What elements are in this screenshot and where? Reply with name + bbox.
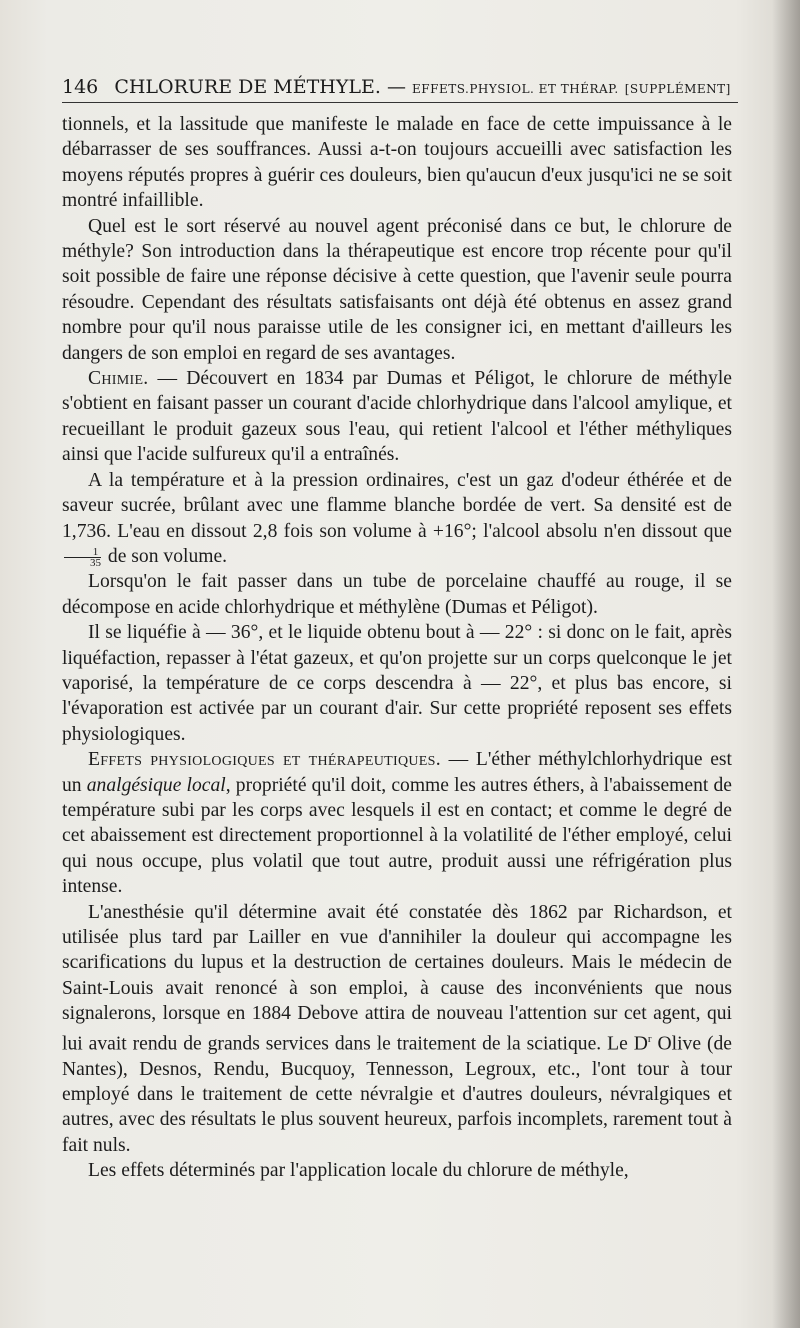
page-body xyxy=(62,112,732,1184)
paragraph-8-text-a: L'anesthésie qu'il détermine avait été constatée dès 1862 par Richardson, et utilisée plus tard par Lailler en vue d'annihiler la douleur qui accompagne les scarifications du lupus et la destruction de certaines douleurs. Mais le médecin de Saint-Louis avait renoncé à son emploi, à cause des inconvénients que nous signalerons, lorsque en 1884 Debove attira de nouveau l'attention sur cet agent, qui lui avait rendu de grands services dans le traitement de la sciatique. Le D xyxy=(62,901,732,1055)
page-number: 146 xyxy=(62,76,99,98)
paragraph-6: Il se liquéfie à — 36°, et le liquide obtenu bout à — 22° : si donc on le fait, après liquéfaction, repasser à l'état gazeux, et qu'on projette sur un corps quelconque le jet vaporisé, la température de ce corps descendra à — 22°, et plus bas encore, si l'évaporation est activée par un courant d'air. Sur cette propriété reposent ses effets physiologiques. xyxy=(62,622,732,745)
paragraph-4-text-b: de son volume. xyxy=(103,545,228,567)
fraction-denominator: 35 xyxy=(90,556,101,569)
section-lead-chimie: Chimie. xyxy=(88,368,149,390)
superscript-r: r xyxy=(647,1032,652,1045)
paragraph-effets-text-b: , propriété qu'il doit, comme les autres éthers, à l'abaissement de température subi par les corps avec lesquels il est en contact; et comme le degré de cet abaissement est directement proportionnel à la volatilité de l'éther employé, celui qui nous occupe, plus volatil que tout autre, produit aussi une réfrigération plus intense. xyxy=(62,774,732,898)
paragraph-1: tionnels, et la lassitude que manifeste le malade en face de cette impuissance à le débarrasser de ses souffrances. Aussi a-t-on toujours accueilli avec satisfaction les moyens réputés propres à guérir ces douleurs, bien qu'aucun d'eux jusqu'ici ne se soit montré infaillible. xyxy=(62,114,732,212)
paragraph-9: Les effets déterminés par l'application locale du chlorure de méthyle, xyxy=(88,1160,629,1182)
header-dash: — xyxy=(386,76,406,98)
running-header xyxy=(62,74,738,103)
paragraph-5: Lorsqu'on le fait passer dans un tube de porcelaine chauffé au rouge, il se décompose en acide chlorhydrique et méthylène (Dumas et Péligot). xyxy=(62,571,732,618)
paragraph-effets xyxy=(62,747,732,899)
paragraph-8 xyxy=(62,900,732,1159)
section-lead-effets: Effets physiologiques et thérapeutiques. xyxy=(88,749,441,771)
fraction xyxy=(64,547,101,568)
paragraph-chimie-text: — Découvert en 1834 par Dumas et Péligot, le chlorure de méthyle s'obtient en faisant passer un courant d'acide chlorhydrique dans l'alcool amylique, et recueillant le produit gazeux sous l'eau, qui retient l'alcool et l'éther méthyliques ainsi que l'acide sulfureux qu'il a entraînés. xyxy=(62,368,732,466)
paragraph-2: Quel est le sort réservé au nouvel agent préconisé dans ce but, le chlorure de méthyle? Son introduction dans la thérapeutique est encore trop récente pour qu'il soit possible de faire une réponse décisive à cette question, que l'avenir seule pourra résoudre. Cependant des résultats satisfaisants ont déjà été obtenus en assez grand nombre pour qu'il nous paraisse utile de les consigner ici, en mettant d'ailleurs les dangers de son emploi en regard de ses avantages. xyxy=(62,215,732,364)
italic-term: analgésique local xyxy=(86,774,226,796)
header-section: EFFETS.PHYSIOL. ET THÉRAP. xyxy=(412,82,619,96)
page-edge-shadow xyxy=(772,0,800,1328)
header-supplement: [SUPPLÉMENT] xyxy=(624,82,731,96)
paragraph-4-text-a: A la température et à la pression ordinaires, c'est un gaz d'odeur éthérée et de saveur sucrée, brûlant avec une flamme blanche bordée de vert. Sa densité est de 1,736. L'eau en dissout 2,8 fois son volume à +16°; l'alcool absolu n'en dissout que xyxy=(62,469,732,542)
fraction-numerator: 1 xyxy=(64,547,101,558)
paragraph-8-text-b: Olive (de Nantes), Desnos, Rendu, Bucquoy, Tennesson, Legroux, etc., l'ont tour à tour employé dans le traitement de cette névralgie et d'autres douleurs, névralgiques et autres, avec des résultats le plus souvent heureux, parfois incomplets, rarement tout à fait nuls. xyxy=(62,1033,732,1156)
paragraph-chimie xyxy=(62,366,732,468)
paragraph-effets-text-a: — L'éther méthylchlorhydrique est un xyxy=(62,749,732,796)
header-title: CHLORURE DE MÉTHYLE. xyxy=(114,76,381,98)
paragraph-4 xyxy=(62,468,732,570)
